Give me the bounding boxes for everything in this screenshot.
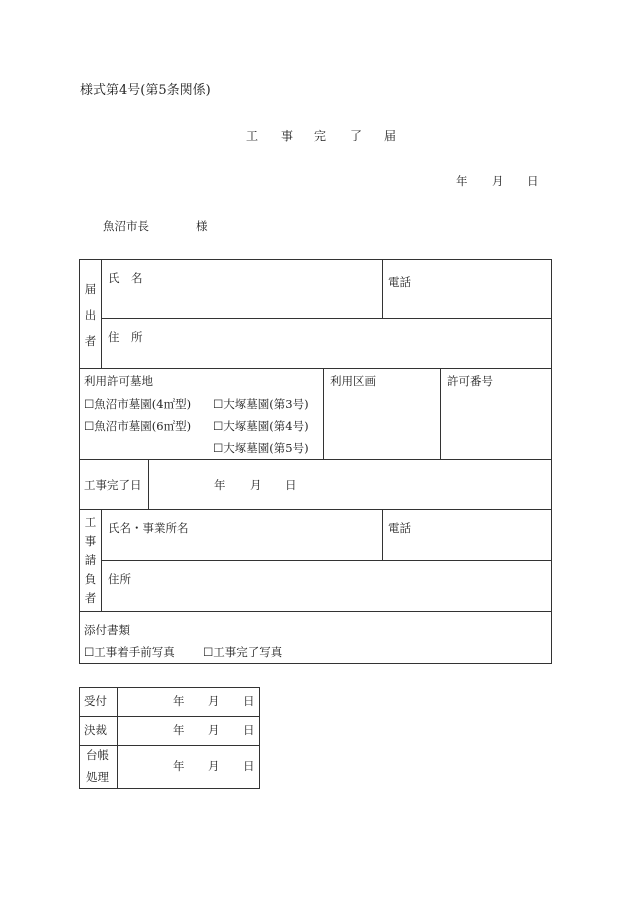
permit-site-label: 利用許可墓地: [84, 374, 153, 388]
applicant-side-char: 出: [84, 308, 97, 322]
contractor-side-char: 負: [84, 572, 97, 586]
applicant-side-char: 届: [84, 282, 97, 296]
completion-year-label: 年: [214, 478, 226, 492]
office-month-label: 月: [208, 694, 220, 708]
applicant-name-label: 氏 名: [108, 271, 143, 285]
form-number: 様式第4号(第5条関係): [80, 83, 211, 98]
office-day-label: 日: [243, 723, 255, 737]
attachment-after-photo-checkbox[interactable]: ☐工事完了写真: [203, 645, 283, 659]
office-year-label: 年: [173, 694, 185, 708]
title-char: 工: [246, 129, 259, 143]
contractor-side-char: 事: [84, 534, 97, 548]
day-label: 日: [527, 174, 539, 188]
contractor-side-char: 工: [84, 515, 97, 529]
office-day-label: 日: [243, 694, 255, 708]
addressee-name: 魚沼市長: [103, 219, 149, 233]
addressee-honorific: 様: [196, 219, 208, 233]
attachment-before-photo-checkbox[interactable]: ☐工事着手前写真: [84, 645, 175, 659]
contractor-phone-label: 電話: [388, 521, 411, 535]
contractor-address-label: 住所: [108, 572, 131, 586]
office-month-label: 月: [208, 723, 220, 737]
contractor-side-char: 請: [84, 553, 97, 567]
permit-number-label: 許可番号: [447, 374, 493, 388]
office-row-label-line: 処理: [86, 770, 109, 784]
completion-month-label: 月: [250, 478, 262, 492]
applicant-side-char: 者: [84, 334, 97, 348]
year-label: 年: [456, 174, 468, 188]
title-char: 了: [350, 129, 363, 143]
option-otsuka-5-checkbox[interactable]: ☐大塚墓園(第5号): [213, 441, 309, 455]
contractor-side-char: 者: [84, 591, 97, 605]
contractor-side-label: [80, 517, 101, 612]
title-char: 完: [314, 129, 327, 143]
office-row-label: 決裁: [84, 723, 107, 737]
office-month-label: 月: [208, 759, 220, 773]
title-char: 届: [384, 129, 397, 143]
option-otsuka-4-checkbox[interactable]: ☐大塚墓園(第4号): [213, 419, 309, 433]
office-year-label: 年: [173, 723, 185, 737]
office-year-label: 年: [173, 759, 185, 773]
completion-date-label: 工事完了日: [84, 478, 142, 492]
completion-day-label: 日: [285, 478, 297, 492]
office-day-label: 日: [243, 759, 255, 773]
contractor-name-label: 氏名・事業所名: [108, 521, 189, 535]
option-uonuma-4m2-checkbox[interactable]: ☐魚沼市墓園(4㎡型): [84, 397, 192, 411]
applicant-address-label: 住 所: [108, 330, 143, 344]
option-otsuka-3-checkbox[interactable]: ☐大塚墓園(第3号): [213, 397, 309, 411]
office-row-label: 受付: [84, 694, 107, 708]
month-label: 月: [492, 174, 504, 188]
permit-section-label: 利用区画: [330, 374, 376, 388]
applicant-side-label: [80, 284, 101, 362]
title-char: 事: [281, 129, 294, 143]
applicant-phone-label: 電話: [388, 275, 411, 289]
option-uonuma-6m2-checkbox[interactable]: ☐魚沼市墓園(6㎡型): [84, 419, 192, 433]
attachments-label: 添付書類: [84, 623, 130, 637]
office-row-label-line: 台帳: [86, 748, 109, 762]
